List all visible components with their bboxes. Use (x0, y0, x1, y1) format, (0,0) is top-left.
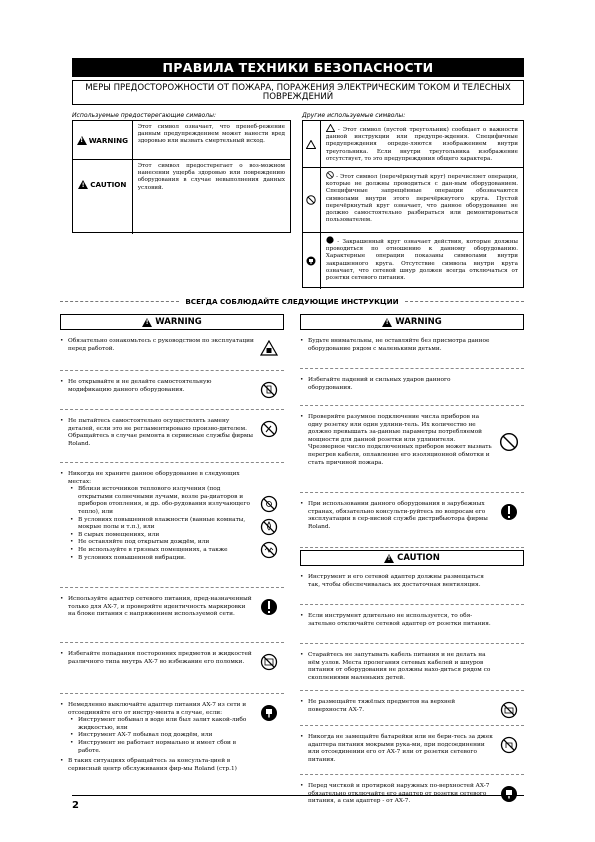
no-heavy-objects-icon (500, 701, 518, 719)
no-overload-icon (499, 432, 519, 452)
other-symbols-label: Другие используемые символы: (302, 112, 406, 119)
list-item: • Не пытайтесь самостоятельно осуществлять замену деталей, если это не регламентировано произво-дителем. Обращайтесь в случае ремонта в сервисные службы фирмы Roland. (60, 410, 284, 463)
warning-triangle-icon (382, 318, 392, 327)
storage-sublist-item: • В условиях повышенной вибрации. (70, 554, 186, 561)
disconnect-sublist-item: • Инструмент не работает нормально и имеет сбои в работе. (70, 739, 237, 754)
page-number: 2 (72, 800, 79, 811)
triangle-symbol-description: - Этот символ (пустой треугольник) сообщает о важности данной инструкции или предупре-ждения. Специфичные предупреждения опреде-ляются изображением внутри треугольника. Если внутри треугольника изображение отсутствует, то это предупреждения общего характера. (321, 121, 523, 167)
list-item: • Никогда не храните данное оборудование в следующих местах: • Вблизи источников теплового излучения (под открытыми солнечными лучами, возле ра-диаторов и приборов отопления, и др. обо-рудования излучающего тепло), или • В условиях повышенной влажности (ванные комнаты, мокрые полы и т.п.), или • В сырых помещениях, или • Не оставляйте под открытым дождём, или • Не используйте в грязных помещениях, а также • В условиях повышенной вибрации. (60, 463, 284, 588)
page-title: ПРАВИЛА ТЕХНИКИ БЕЗОПАСНОСТИ (72, 58, 524, 77)
warning-symbols-table (72, 120, 291, 233)
inline-filled-circle-icon (326, 236, 334, 244)
storage-sublist-item: • В сырых помещениях, или (70, 531, 160, 538)
left-warning-header: ! WARNING (60, 314, 284, 330)
list-item: • Не размещайте тяжёлых предметов на верхней поверхности AX-7. (300, 691, 524, 726)
caution-description: Этот символ предостерегает о воз-можном нанесении ущерба здоровью или повреждению оборудования в случае невыполнения данных условий. (137, 163, 285, 191)
list-item: • Проверяйте разумное подключение числа приборов на одну розетку или один удлини-тель. Их количество не должно превышать за-данные параметры потребляемой мощности для данной розетки или удлинителя. Чрезмерное число подключенных приборов может вызвать перегрев кабеля, оплавление его изоляционной обмотки и стать причиной пожара. (300, 406, 524, 493)
mandatory-symbol-description: - Закрашенный круг означает действия, которые должны проводиться по отношению к данному оборудованию. Характерные операции показаны символами внутри закрашенного круга. Отсутствие символа внутри круга означает, что сетевой шнур должен всегда отключаться от розетки сетевого питания. (321, 233, 523, 289)
empty-triangle-icon (306, 140, 316, 149)
unplug-icon (306, 256, 316, 266)
no-wet-hands-icon (500, 736, 518, 754)
no-disassemble-icon (260, 381, 278, 399)
disconnect-sublist-item: • Инструмент AX-7 побывал под дождём, или (70, 732, 213, 739)
right-caution-header: ! CAUTION (300, 550, 524, 566)
prohibit-symbol-description: - Этот символ (перечёркнутый круг) перечисляет операции, которые не должны проводиться с дан-ным оборудованием. Специфичные запрещённые операции обозначаются символами внутри этого перечёркнутого круга. Пустой перечёркнутый круг означает, что данное оборудование не должно самостоятельно разбираться или демонтироваться пользователем. (321, 168, 523, 232)
footer-rule (72, 795, 524, 796)
mandatory-adapter-icon (260, 598, 278, 620)
caution-triangle-icon (384, 554, 394, 563)
triangle-symbol-cell (303, 121, 321, 167)
caution-row (73, 160, 290, 234)
no-heat-icon (260, 495, 278, 513)
list-item: • Никогда не замещайте батарейки или не бери-тесь за джек адаптера питания мокрыми рука-ми, при подсоединении или отсоединении его от AX-7 или от розетки сетевого питания. (300, 726, 524, 775)
inline-triangle-icon (326, 124, 335, 132)
list-item: • При использовании данного оборудования в зарубежных странах, обязательно консульти-руйтесь по вопросам его эксплуатации в сер-висной службе дистрибьютора фирмы Roland. (300, 493, 524, 548)
storage-sublist-item: • Не оставляйте под открытым дождём, или (70, 539, 210, 546)
unplug-icon (260, 704, 278, 722)
list-item: • Инструмент и его сетевой адаптер должны размещаться так, чтобы обеспечивалась их достаточная вентиляция. (300, 566, 524, 605)
list-item: • Если инструмент длительно не используется, то обя-зательно отключайте сетевой адаптер от розетки питания. (300, 605, 524, 644)
warning-triangle-icon (142, 318, 152, 327)
list-item: • Будьте внимательны, не оставляйте без присмотра данное оборудование рядом с маленькими детьми. (300, 330, 524, 369)
list-item: • Избегайте падений и сильных ударов данного оборудования. (300, 369, 524, 406)
unplug-before-cleaning-icon (500, 785, 518, 803)
right-warning-header: ! WARNING (300, 314, 524, 330)
prohibit-symbol-cell (303, 168, 321, 232)
right-warning-column (300, 314, 524, 823)
list-item: • Избегайте попадания посторонних предметов и жидкостей различного типа внутрь AX-7 во избежание его поломки. (60, 643, 284, 694)
instructions-divider: ВСЕГДА СОБЛЮДАЙТЕ СЛЕДУЮЩИЕ ИНСТРУКЦИИ (60, 297, 524, 306)
list-item: • Перед чисткой и протиркой наружных по-верхностей AX-7 обязательно отключайте его адаптер от розетки сетевого питания, а сам адаптер - от AX-7. (300, 775, 524, 823)
mandatory-symbol-row (303, 233, 523, 289)
triangle-symbol-row (303, 121, 523, 168)
list-item: • Не открывайте и не делайте самостоятельную модификацию данного оборудования. (60, 371, 284, 410)
warning-tag: ! WARNING (73, 121, 133, 159)
warning-row (73, 121, 290, 160)
list-item: • Старайтесь не запутывать кабель питания и не делать на нём узлов. Места пролегания сетевых кабелей и шнуров питания от оборудования не должны нахо-диться рядом со скоплениями маленьких детей. (300, 644, 524, 691)
list-item: • Обязательно ознакомьтесь с руководством по эксплуатации перед работой. (60, 330, 284, 371)
no-liquid-icon (260, 653, 278, 671)
warning-description: Этот символ означает, что пренеб-режение данным предупреждением может нанести вред здоровью или вызвать смертельный исход. (137, 124, 285, 145)
prohibit-symbol-row (303, 168, 523, 233)
other-symbols-table (302, 120, 524, 288)
disconnect-sublist-item: • Инструмент побывал в воде или был залит какой-либо жидкостью, или (70, 717, 247, 731)
caution-triangle-icon (78, 180, 88, 189)
list-item: • Используйте адаптер сетевого питания, пред-назначенный только для AX-7, и проверяйте идентичность маркировки на блоке питания с напряжением используемой сети. (60, 588, 284, 643)
no-repair-icon (260, 420, 278, 438)
left-warning-column (60, 314, 284, 816)
warning-triangle-icon (77, 136, 87, 145)
warning-symbols-label: Используемые предостерегающие символы: (72, 112, 217, 119)
manual-triangle-icon (260, 340, 278, 356)
mandatory-consult-icon (500, 503, 518, 523)
storage-sublist-item: • Не используйте в грязных помещениях, а также (70, 546, 228, 553)
list-item: • Немедленно выключайте адаптер питания AX-7 из сети и отсоединяйте его от инстру-мента в случае, если: • Инструмент побывал в воде или был залит какой-либо жидкостью, или • Инструмент AX-7 побывал под дождём, или • Инструмент не работает нормально и имеет сбои в работе. • В таких ситуациях обращайтесь за консульта-цией в сервисный центр обслуживания фир-мы Roland (стр.1) (60, 694, 284, 816)
no-vibration-icon (260, 541, 278, 559)
mandatory-symbol-cell (303, 233, 321, 289)
page-subtitle: МЕРЫ ПРЕДОСТОРОЖНОСТИ ОТ ПОЖАРА, ПОРАЖЕНИЯ ЭЛЕКТРИЧЕСКИМ ТОКОМ И ТЕЛЕСНЫХ ПОВРЕЖДЕНИЙ (72, 80, 524, 105)
storage-sublist-item: • Вблизи источников теплового излучения (под открытыми солнечными лучами, возле ра-диаторов и приборов отопления, и др. обо-рудования излучающего тепло), или (70, 486, 250, 515)
caution-tag: ! CAUTION (73, 160, 133, 234)
storage-sublist-item: • В условиях повышенной влажности (ванные комнаты, мокрые полы и т.п.), или (70, 516, 246, 531)
prohibited-icon (306, 195, 316, 205)
no-moisture-icon (260, 518, 278, 536)
inline-prohibited-icon (326, 171, 334, 179)
